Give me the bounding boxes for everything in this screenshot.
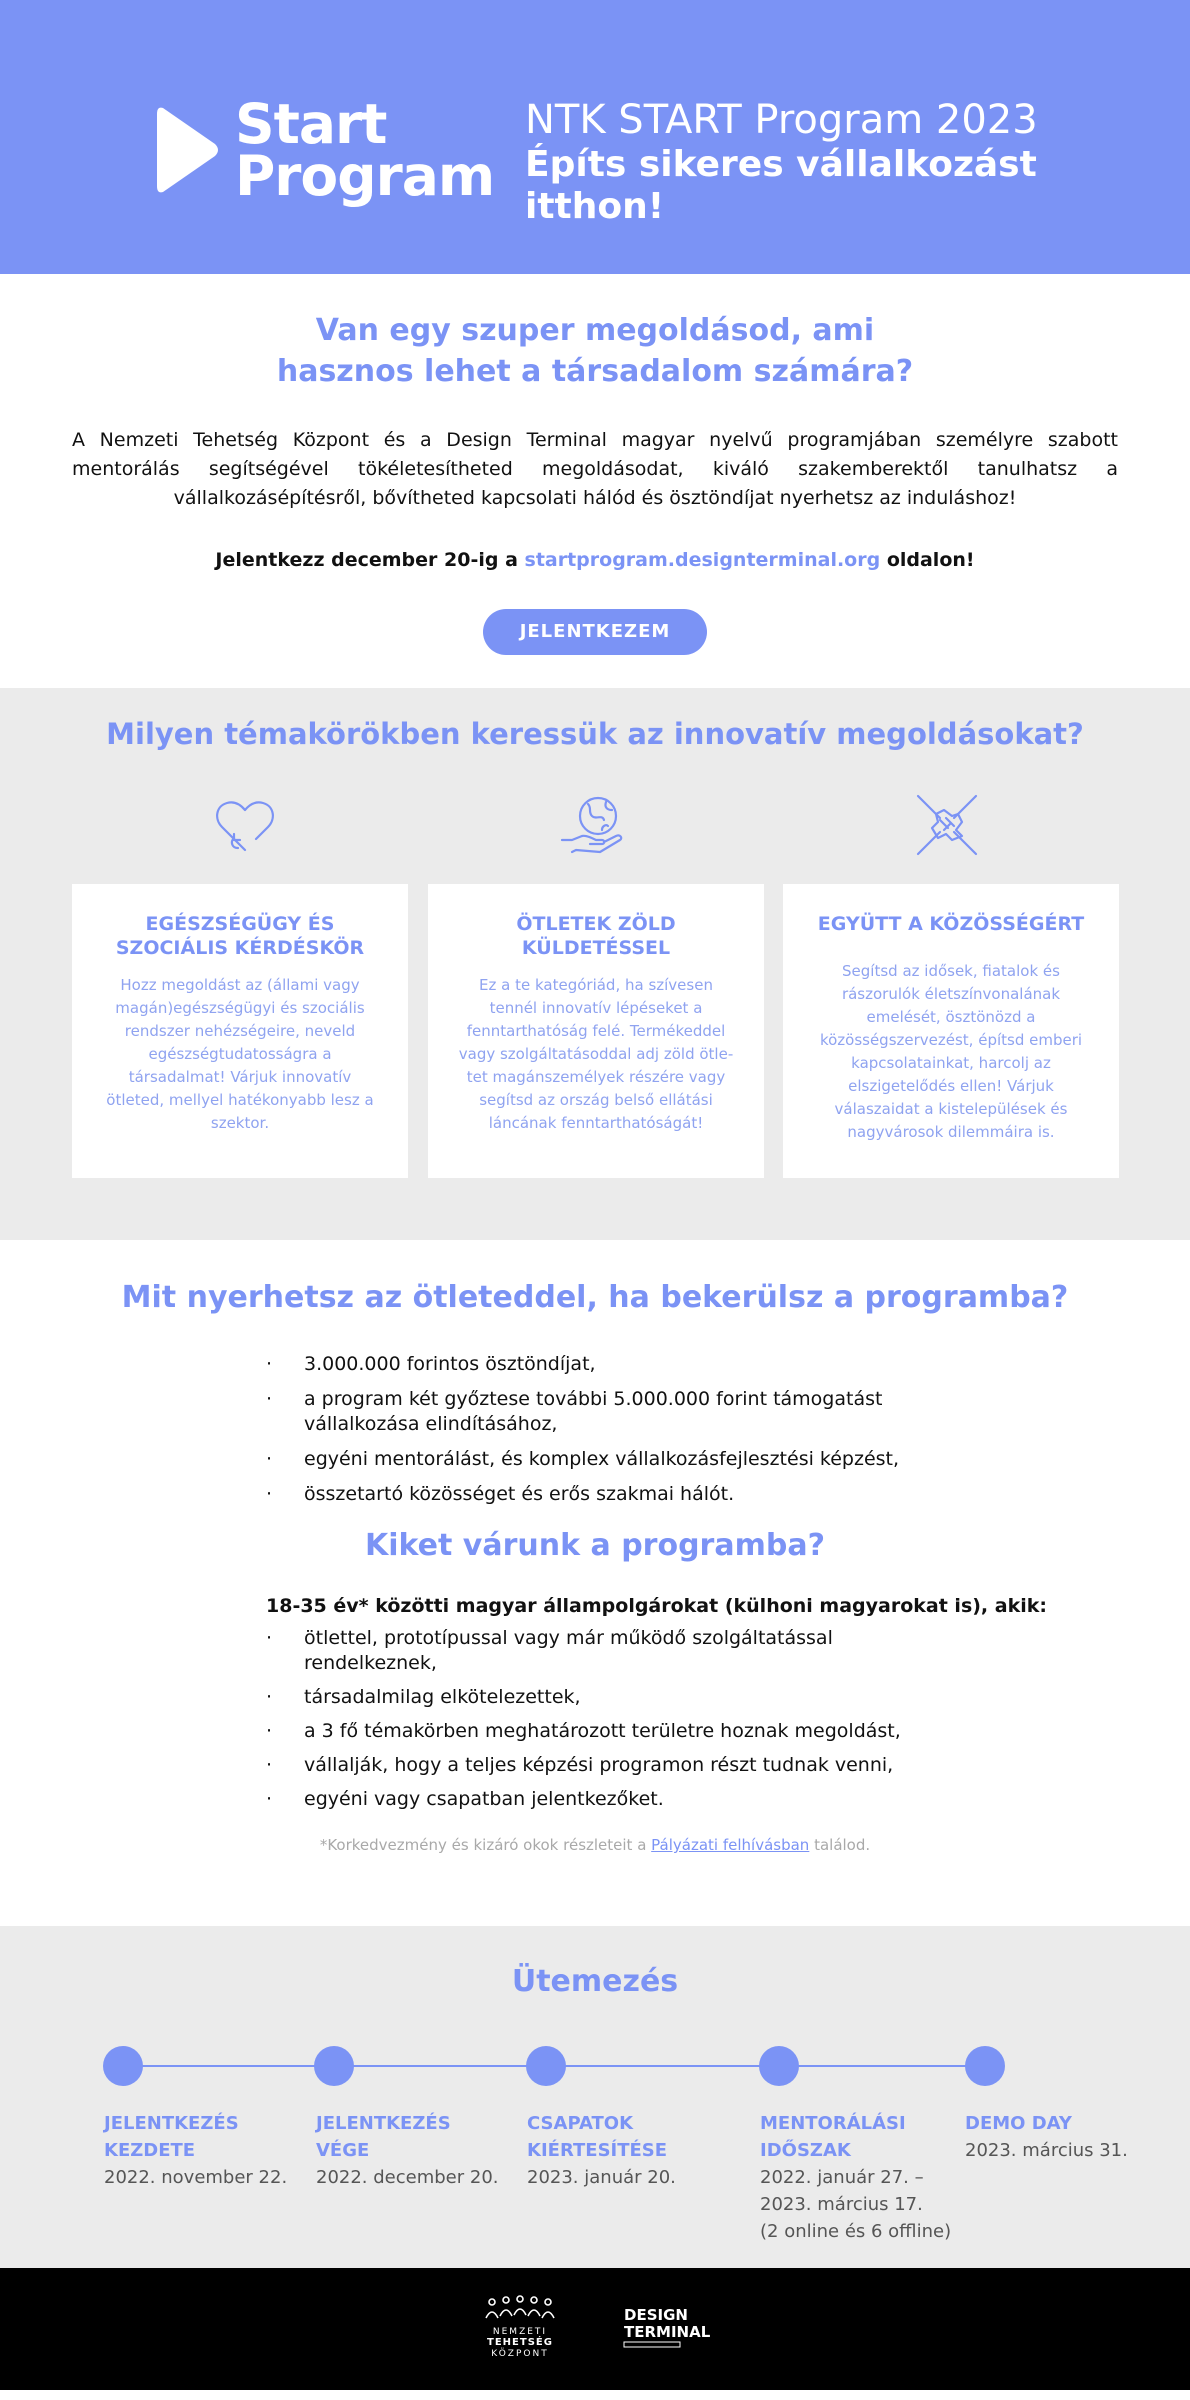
list-item: · a program két győztese további 5.000.000 forint támogatást vállalkozása elindításához,: [266, 1387, 886, 1437]
call-for-applications-link[interactable]: Pályázati felhívásban: [651, 1836, 810, 1854]
timeline-dot: [314, 2046, 354, 2086]
step-title: DEMO DAY: [965, 2113, 1072, 2134]
cta-prefix: Jelentkezz december 20-ig a: [215, 549, 525, 571]
program-name: NTK START Program 2023: [525, 97, 1038, 143]
tagline: Építs sikeres vállalkozást itthon!: [525, 144, 1037, 227]
topic-card-green: [428, 884, 764, 1178]
topic-card-community: [783, 884, 1119, 1178]
intro-description: A Nemzeti Tehetség Központ és a Design Terminal magyar nyelvű programjában személyre szabott mentorálás segítségével tökéletesítheted megoldásodat, kiváló szakemberektől tanulhatsz a vállalkozásépítésről, bővítheted kapcsolati hálód és ösztöndíjat nyerhetsz az induláshoz!: [72, 429, 1118, 509]
play-icon: [155, 104, 221, 196]
list-item: · összetartó közösséget és erős szakmai hálót.: [266, 1482, 966, 1507]
step-date: 2023. január 20.: [527, 2167, 676, 2188]
timeline-step: [104, 2110, 287, 2191]
list-item: · vállalják, hogy a teljes képzési programon részt tudnak venni,: [266, 1753, 966, 1778]
timeline-dot: [103, 2046, 143, 2086]
benefits-list: [266, 1352, 966, 1507]
schedule-title: Ütemezés: [511, 1964, 679, 1999]
timeline-dot: [965, 2046, 1005, 2086]
cta-link[interactable]: startprogram.designterminal.org: [524, 549, 881, 571]
eligibility-title: Kiket várunk a programba?: [365, 1528, 825, 1563]
step-date: 2023. március 31.: [965, 2140, 1128, 2161]
step-date: (2 online és 6 offline): [760, 2221, 952, 2242]
topic-card-text: Ez a te kategóriád, ha szívesen tennél innovatív lépéseket a fenntarthatóság felé. Termékeddel vagy szolgáltatásoddal adj zöld ötle-tet magánszemélyek részére vagy segítsd az ország belső ellátási láncának fenntarthatóságát!: [458, 976, 734, 1132]
start-program-logo: [155, 92, 495, 208]
timeline: [0, 2046, 1190, 2086]
cta-line: [0, 549, 1190, 571]
footnote: [0, 1836, 1190, 1854]
logo-line-2: Program: [235, 144, 495, 208]
eligibility-section: [0, 1526, 1190, 1926]
footnote-prefix: *Korkedvezmény és kizáró okok részleteit a: [319, 1836, 652, 1854]
topic-card-title: EGÉSZSÉGÜGY ÉS SZOCIÁLIS KÉRDÉSKÖR: [115, 913, 365, 959]
topics-title: Milyen témakörökben keressük az innovatív megoldásokat?: [106, 717, 1084, 751]
timeline-dot: [526, 2046, 566, 2086]
step-date: 2022. november 22.: [104, 2167, 288, 2188]
step-date: 2022. december 20.: [316, 2167, 499, 2188]
benefits-title: Mit nyerhetsz az ötleteddel, ha bekerülsz a programba?: [121, 1280, 1069, 1315]
heart-cycle-icon: [210, 790, 280, 860]
ntk-logo-text: NEMZETI: [492, 2327, 548, 2337]
ntk-logo: [474, 2294, 566, 2360]
step-title: JELENTKEZÉS: [104, 2113, 239, 2134]
topics-section: [0, 688, 1190, 1240]
step-title: KIÉRTESÍTÉSE: [527, 2140, 668, 2161]
step-title: IDŐSZAK: [760, 2140, 851, 2161]
topic-card-title: EGYÜTT A KÖZÖSSÉGÉRT: [817, 913, 1085, 935]
timeline-step: [965, 2110, 1128, 2164]
footnote-suffix: találod.: [809, 1836, 871, 1854]
list-item: · egyéni vagy csapatban jelentkezőket.: [266, 1787, 966, 1812]
list-item: · 3.000.000 forintos ösztöndíjat,: [266, 1352, 966, 1377]
timeline-step: [316, 2110, 499, 2191]
step-title: VÉGE: [316, 2140, 370, 2161]
dt-logo-text: TERMINAL: [624, 2323, 711, 2341]
eligibility-lead: 18-35 év* közötti magyar állampolgárokat (külhoni magyarokat is), akik:: [266, 1595, 1047, 1617]
joined-hands-icon: [912, 790, 982, 860]
step-date: 2023. március 17.: [760, 2194, 923, 2215]
logo-line-1: Start: [235, 92, 387, 156]
step-date: 2022. január 27. –: [760, 2167, 924, 2188]
step-title: MENTORÁLÁSI: [760, 2113, 906, 2134]
globe-hand-icon: [558, 790, 628, 860]
list-item: · egyéni mentorálást, és komplex vállalkozásfejlesztési képzést,: [266, 1447, 966, 1472]
ntk-logo-text: KÖZPONT: [491, 2349, 549, 2359]
footer: [0, 2268, 1190, 2390]
timeline-step: [760, 2110, 951, 2245]
topic-card-health: [72, 884, 408, 1178]
timeline-dot: [759, 2046, 799, 2086]
topic-card-text: Segítsd az idősek, fiatalok és rászorulók életszínvonalának emelését, ösztönözd a közösségszervezést, építsd emberi kapcsolatainkat, harcolj az elszigetelődés ellen! Várjuk válaszaidat a kistelepülések és nagyvárosok dilemmáira is.: [819, 962, 1083, 1141]
list-item: · társadalmilag elkötelezettek,: [266, 1685, 966, 1710]
step-title: KEZDETE: [104, 2140, 196, 2161]
list-item: · a 3 fő témakörben meghatározott területre hoznak megoldást,: [266, 1719, 966, 1744]
hero-header: [0, 0, 1190, 274]
topic-card-text: Hozz megoldást az (állami vagy magán)egészségügyi és szociális rendszer nehézségeire, neveld egészségtudatosságra a társadalmat! Várjuk innovatív ötleted, mellyel hatékonyabb lesz a szektor.: [106, 976, 374, 1132]
eligibility-list: [266, 1626, 966, 1812]
list-item: · ötlettel, prototípussal vagy már működő szolgáltatással rendelkeznek,: [266, 1626, 966, 1676]
benefits-section: [0, 1240, 1190, 1526]
ntk-logo-text: TEHETSÉG: [487, 2337, 553, 2348]
dt-logo-text: DESIGN: [624, 2306, 688, 2324]
schedule-section: [0, 1926, 1190, 2268]
step-title: JELENTKEZÉS: [316, 2113, 451, 2134]
topic-card-title: ÖTLETEK ZÖLD KÜLDETÉSSEL: [516, 913, 676, 959]
apply-button[interactable]: JELENTKEZEM: [483, 609, 707, 655]
design-terminal-logo: [620, 2302, 720, 2352]
cta-suffix: oldalon!: [880, 549, 975, 571]
timeline-step: [527, 2110, 676, 2191]
intro-title: Van egy szuper megoldásod, ami hasznos lehet a társadalom számára?: [276, 313, 914, 389]
intro-section: [0, 274, 1190, 688]
step-title: CSAPATOK: [527, 2113, 634, 2134]
